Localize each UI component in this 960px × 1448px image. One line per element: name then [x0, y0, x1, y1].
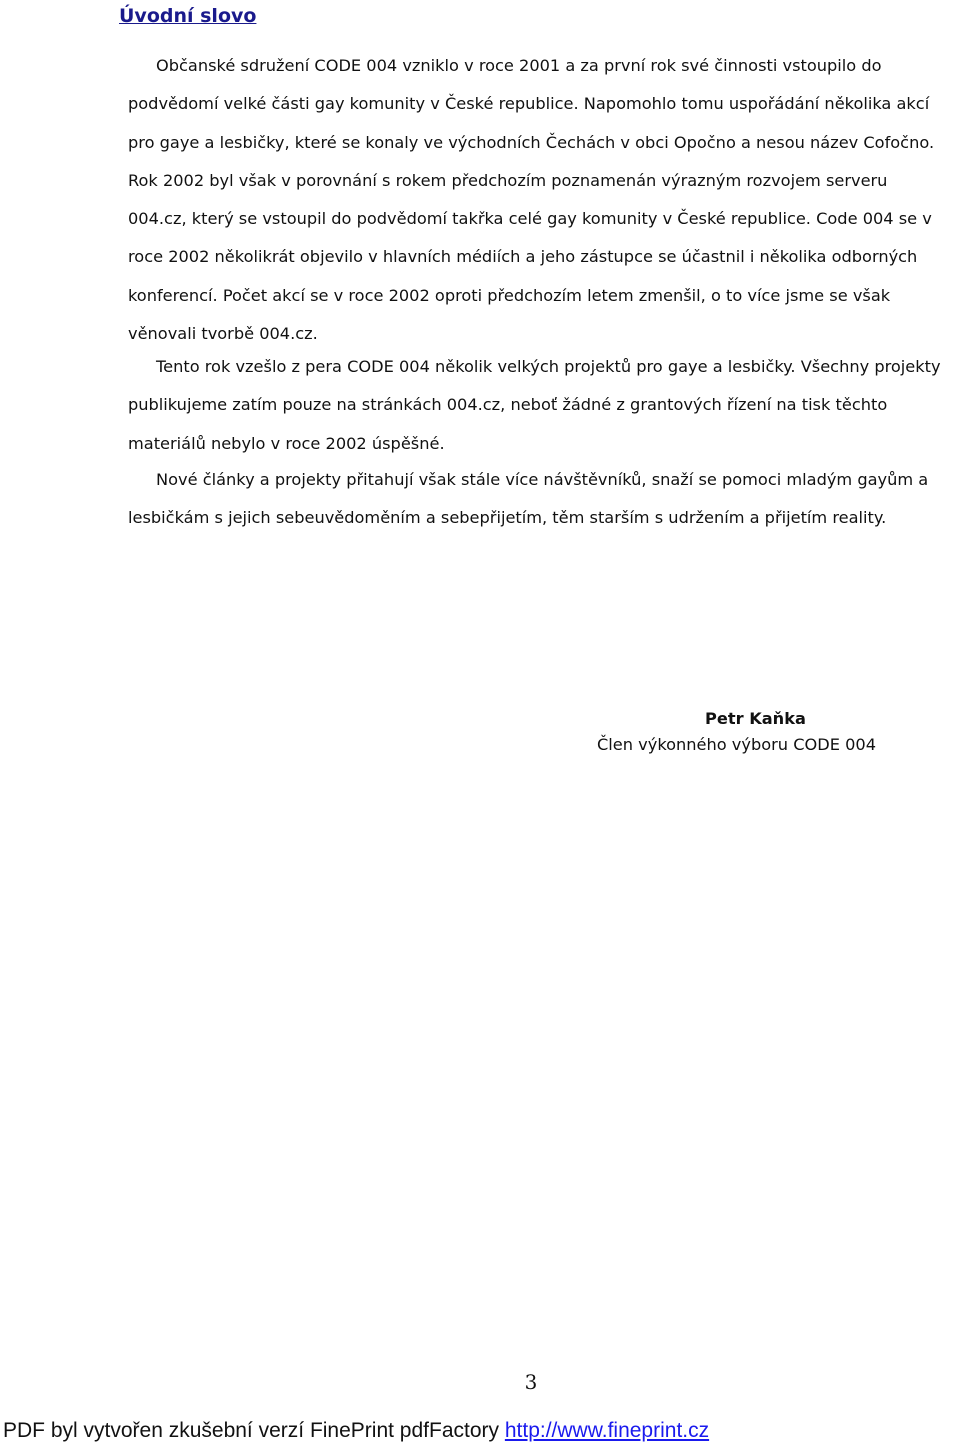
footer-text: PDF byl vytvořen zkušební verzí FinePrint pdfFactory: [3, 1419, 505, 1442]
paragraph: Nové články a projekty přitahují však stále více návštěvníků, snaží se pomoci mladým gayům a lesbičkám s jejich sebeuvědoměním a sebepřijetím, těm starším s udržením a přijetím reality.: [128, 470, 929, 528]
paragraph: Občanské sdružení CODE 004 vzniklo v roce 2001 a za první rok své činnosti vstoupilo do podvědomí velké části gay komunity v České republice. Napomohlo tomu uspořádání několika akcí pro gaye a lesbičky, které se konaly ve východních Čechách v obci Opočno a nesou název Cofočno. Rok 2002 byl však v porovnání s rokem předchozím poznamenán výrazným rozvojem serveru 004.cz, který se vstoupil do podvědomí takřka celé gay komunity v České republice. Code 004 se v roce 2002 několikrát objevilo v hlavních médiích a jeho zástupce se účastnil i několika odborných konferencí. Počet akcí se v roce 2002 oproti předchozím letem zmenšil, o to více jsme se však věnovali tvorbě 004.cz.: [128, 56, 935, 344]
page-number: 3: [524, 1370, 538, 1394]
section-heading: Úvodní slovo: [119, 5, 257, 27]
signature-name: Petr Kaňka: [705, 709, 806, 728]
pdf-footer: [3, 1417, 709, 1445]
signature-block: [597, 706, 937, 758]
footer-link[interactable]: http://www.fineprint.cz: [504, 1419, 710, 1442]
paragraph: Tento rok vzešlo z pera CODE 004 několik velkých projektů pro gaye a lesbičky. Všechny projekty publikujeme zatím pouze na stránkách 004.cz, neboť žádné z grantových řízení na tisk těchto materiálů nebylo v roce 2002 úspěšné.: [128, 357, 941, 453]
signature-role: Člen výkonného výboru CODE 004: [597, 735, 876, 754]
